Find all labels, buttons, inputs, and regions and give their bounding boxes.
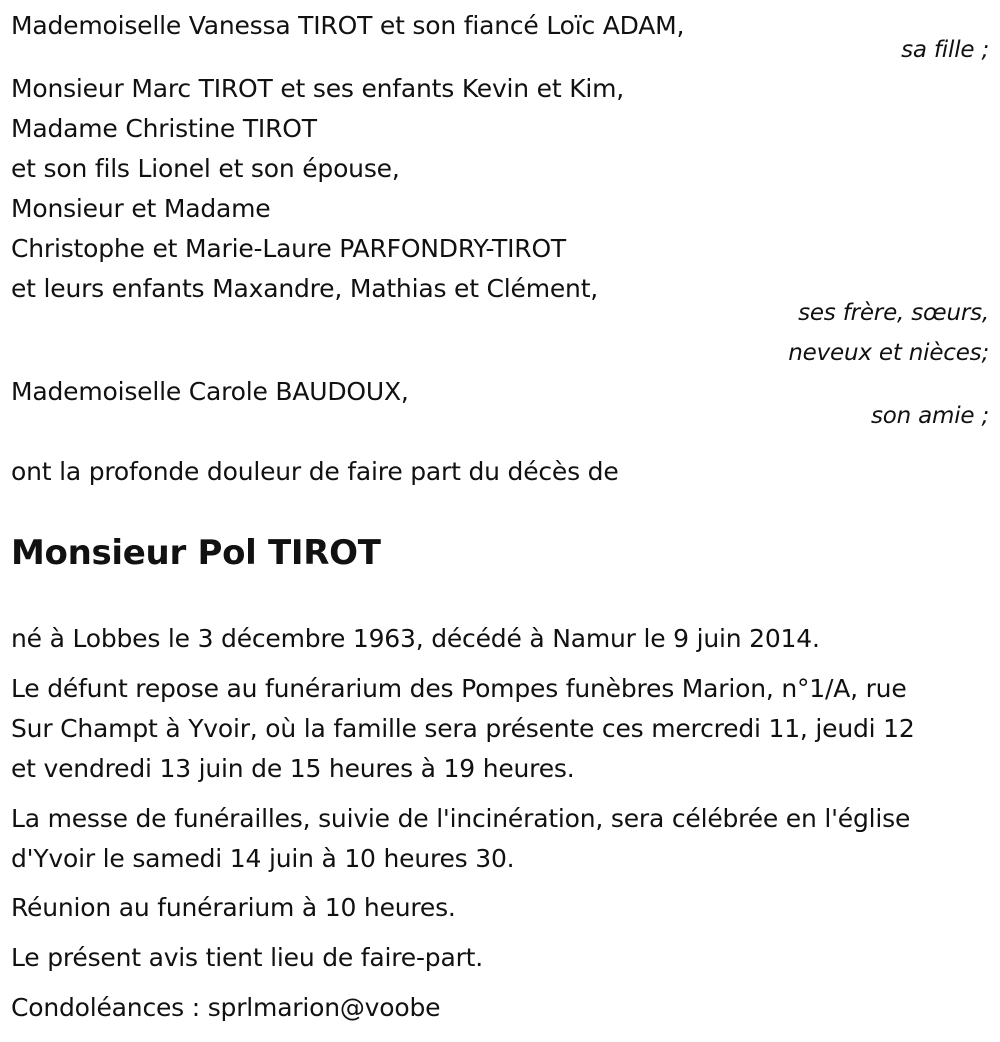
family-line-sister-2-names: Christophe et Marie-Laure PARFONDRY-TIROT bbox=[11, 234, 567, 263]
relation-friend: son amie ; bbox=[870, 403, 989, 429]
relation-siblings: ses frère, sœurs, bbox=[798, 300, 989, 326]
visitation-line-1: Le défunt repose au funérarium des Pompes funèbres Marion, n°1/A, rue bbox=[11, 674, 907, 703]
deceased-name: Monsieur Pol TIROT bbox=[11, 533, 381, 573]
visitation-line-3: et vendredi 13 juin de 15 heures à 19 heures. bbox=[11, 754, 575, 783]
birth-death-line: né à Lobbes le 3 décembre 1963, décédé à Namur le 9 juin 2014. bbox=[11, 624, 820, 653]
relation-daughter: sa fille ; bbox=[901, 37, 989, 63]
relation-nephews: neveux et nièces; bbox=[788, 340, 989, 366]
announcement-text: ont la profonde douleur de faire part du décès de bbox=[11, 457, 619, 486]
family-line-friend: Mademoiselle Carole BAUDOUX, bbox=[11, 377, 409, 406]
family-line-sister-1-son: et son fils Lionel et son épouse, bbox=[11, 154, 400, 183]
family-line-sister-2-title: Monsieur et Madame bbox=[11, 194, 271, 223]
gathering-line: Réunion au funérarium à 10 heures. bbox=[11, 893, 456, 922]
visitation-line-2: Sur Champt à Yvoir, où la famille sera présente ces mercredi 11, jeudi 12 bbox=[11, 714, 915, 743]
family-line-brother: Monsieur Marc TIROT et ses enfants Kevin et Kim, bbox=[11, 74, 625, 103]
family-line-daughter: Mademoiselle Vanessa TIROT et son fiancé Loïc ADAM, bbox=[11, 11, 685, 40]
family-line-sister-2-children: et leurs enfants Maxandre, Mathias et Clément, bbox=[11, 274, 599, 303]
family-line-sister-1: Madame Christine TIROT bbox=[11, 114, 317, 143]
condolences-line: Condoléances : sprlmarion@voobe bbox=[11, 993, 441, 1022]
funeral-mass-line-2: d'Yvoir le samedi 14 juin à 10 heures 30. bbox=[11, 844, 515, 873]
funeral-mass-line-1: La messe de funérailles, suivie de l'incinération, sera célébrée en l'église bbox=[11, 804, 911, 833]
notice-line: Le présent avis tient lieu de faire-part. bbox=[11, 943, 484, 972]
